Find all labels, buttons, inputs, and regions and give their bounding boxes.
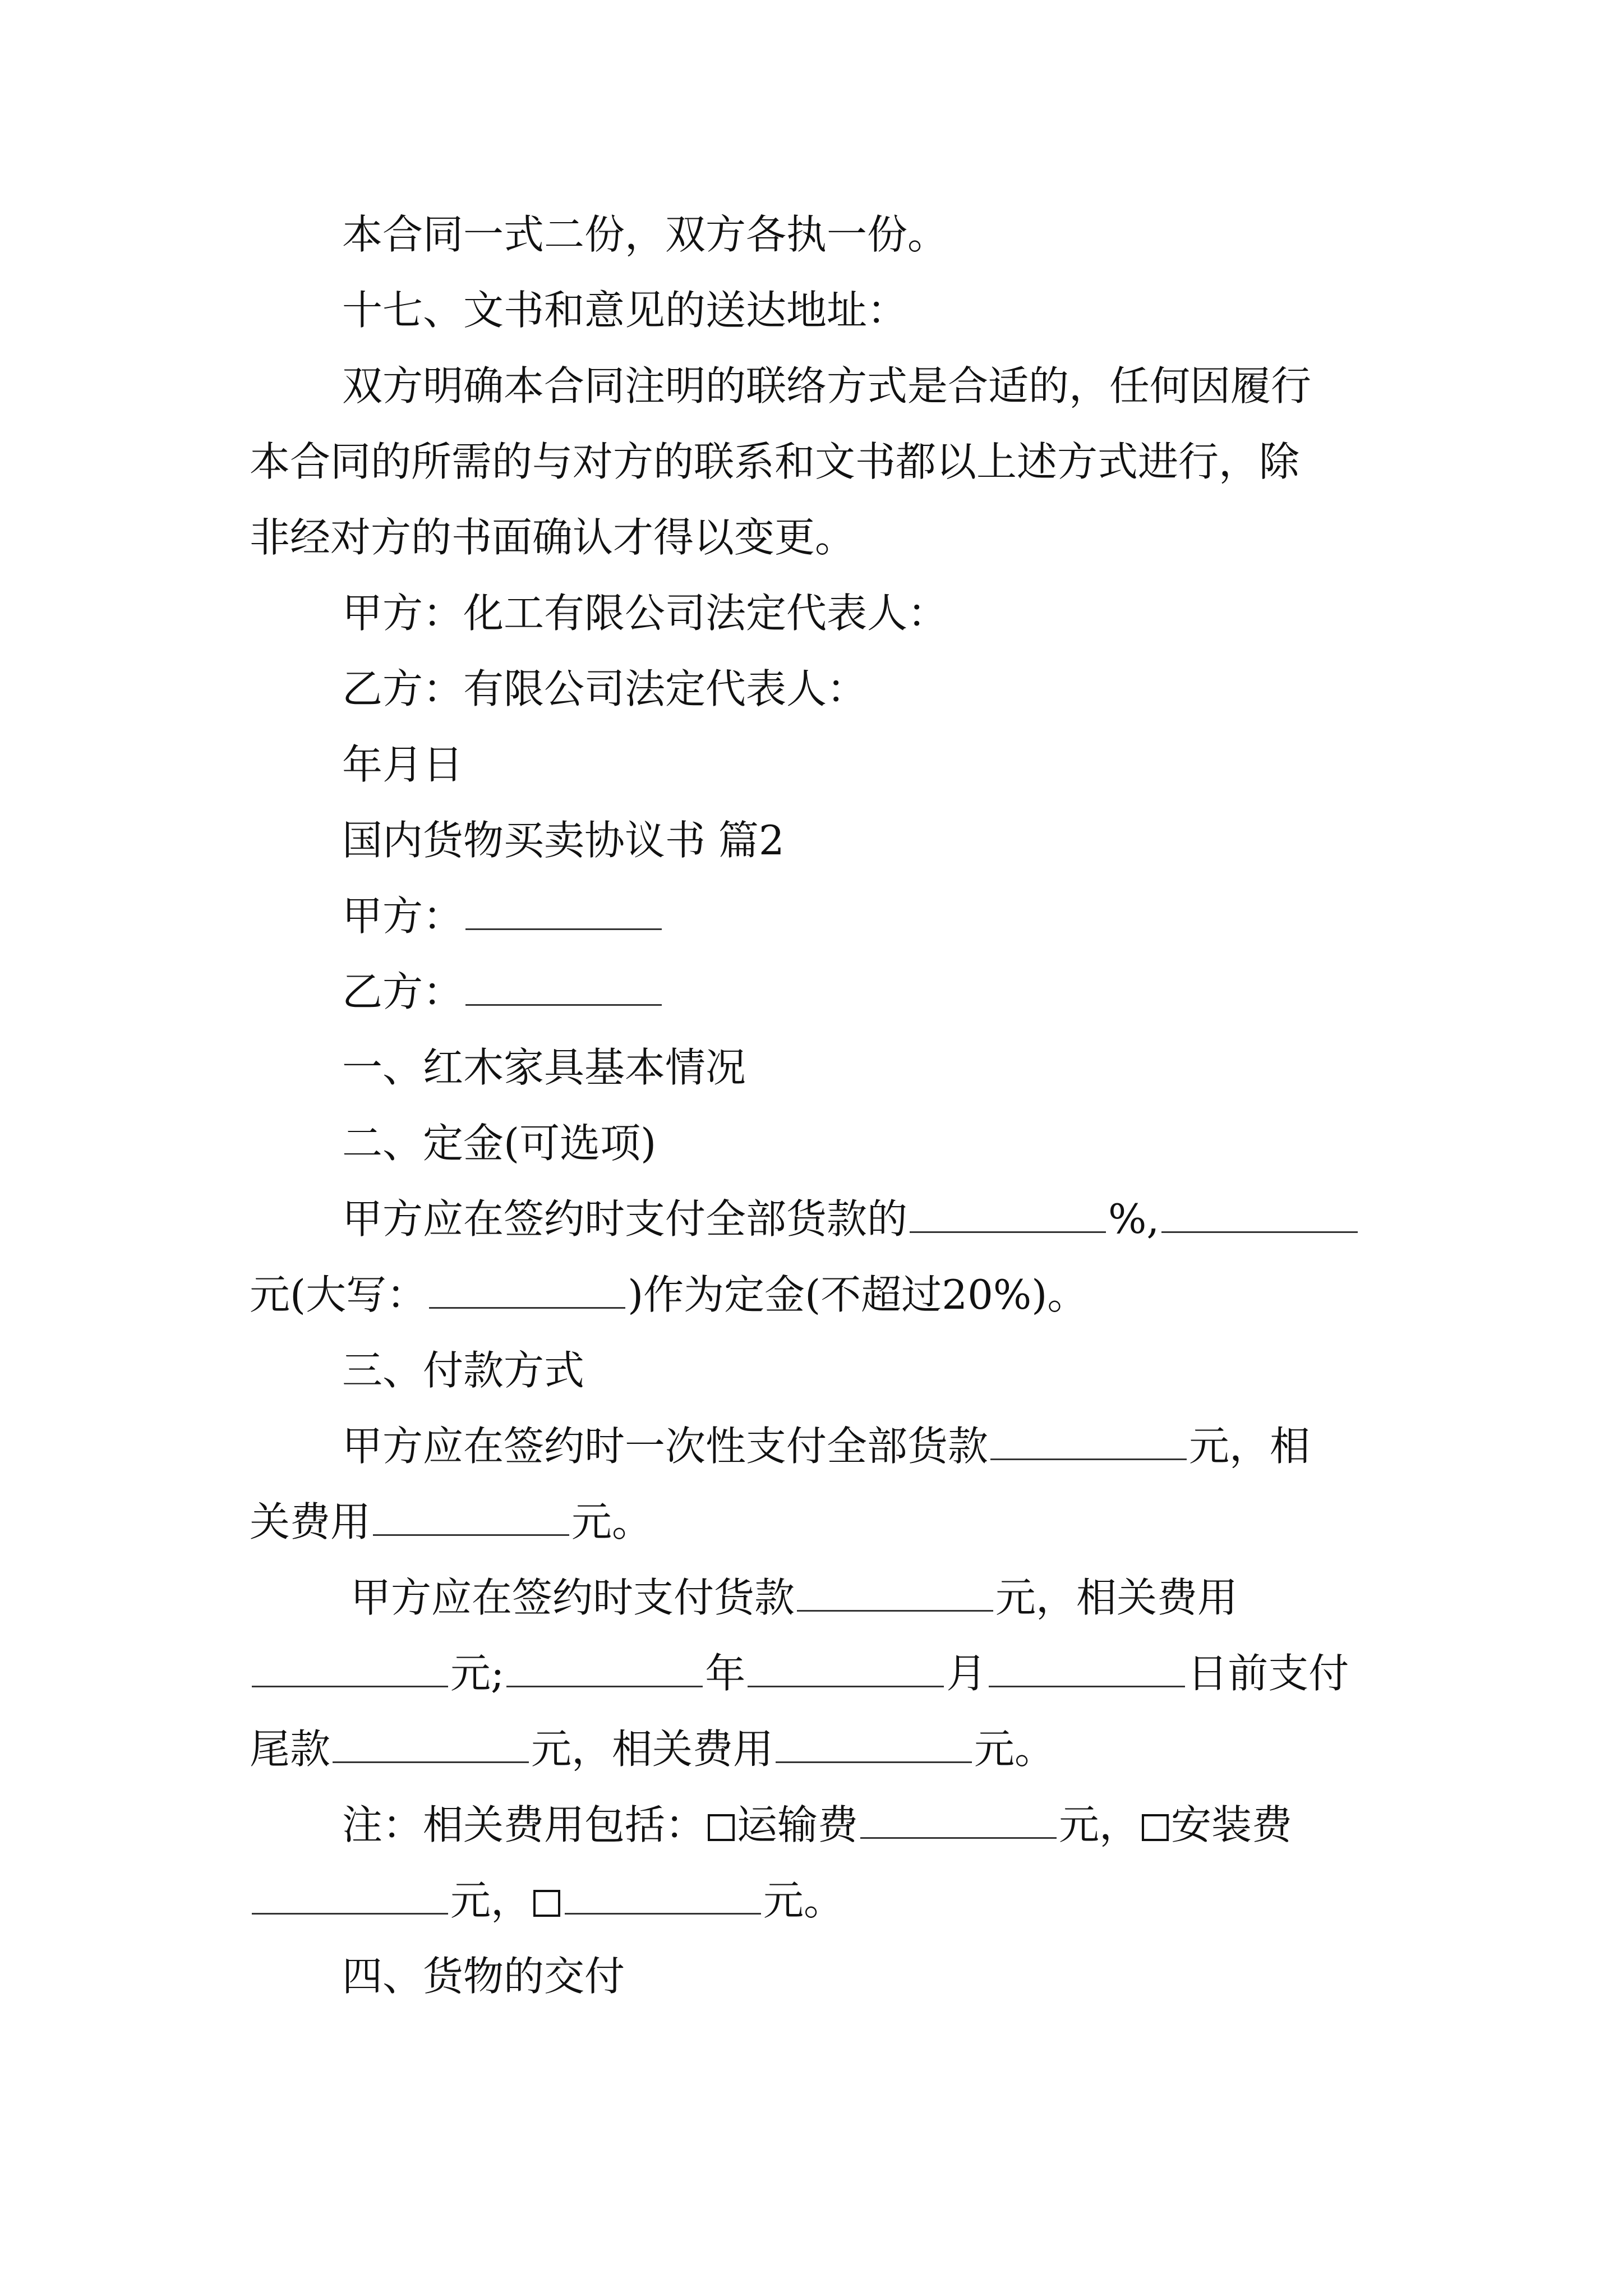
pay2-month-blank [748,1652,944,1687]
pay1-text-a: 甲方应在签约时一次性支付全部货款 [342,1423,989,1470]
pay2-year-blank [506,1652,703,1687]
pay2-text-d: 年 [705,1650,746,1697]
item-1-heading [0,1041,1623,1094]
item-2-text: 二、定金(可选项) [342,1120,657,1167]
item-3-heading [0,1343,1623,1397]
party-b-signature [0,662,1623,716]
install-fee-blank [252,1879,448,1915]
other-checkbox[interactable] [533,1890,560,1917]
item-4-heading [0,1949,1623,2003]
install-checkbox[interactable] [1142,1814,1169,1841]
deposit-tail-text: )作为定金(不超过20%)。 [628,1271,1088,1318]
pay2-text-c: 元; [450,1650,505,1697]
note-text-e: 元， [450,1877,532,1924]
pay2-text-h: 元，相关费用 [531,1726,774,1773]
deposit-line-1 [0,1192,1623,1246]
payment-2-line-2 [0,1646,1623,1700]
pay2-text-b: 元，相关费用 [995,1574,1238,1621]
party-a-field [0,889,1623,943]
transport-checkbox[interactable] [708,1814,735,1841]
party-a-blank [465,895,662,930]
party-b-field [0,965,1623,1019]
pay1-text-c: 关费用 [250,1498,371,1545]
contact-text-2: 本合同的所需的与对方的联系和文书都以上述方式进行，除 [250,438,1300,485]
paragraph-contact-line-2 [0,435,1623,489]
pay2-balance-fee-blank [776,1728,972,1763]
item-2-heading [0,1116,1623,1170]
item-3-text: 三、付款方式 [342,1347,585,1394]
pay1-fee-blank [373,1501,569,1536]
paragraph-contact-line-3 [0,510,1623,564]
party-b-label: 乙方： [342,968,464,1015]
pay2-text-f: 日前支付 [1187,1650,1349,1697]
note-text-c: 元， [1059,1801,1140,1848]
paragraph-contact-line-1 [0,359,1623,413]
party-a-signature [0,586,1623,640]
pay2-text-a: 甲方应在签约时支付货款 [351,1574,795,1621]
pay1-text-d: 元。 [571,1498,653,1545]
pay2-amount-blank [797,1576,993,1612]
contact-text-3: 非经对方的书面确认才得以变更。 [250,514,856,561]
payment-1-line-1 [0,1419,1623,1473]
item-1-text: 一、红木家具基本情况 [342,1044,746,1091]
pay2-day-blank [989,1652,1185,1687]
item-4-text: 四、货物的交付 [342,1953,625,2000]
heading-service-address [0,283,1623,337]
copies-text: 本合同一式二份，双方各执一份。 [342,211,948,258]
note-text-f: 元。 [763,1877,845,1924]
payment-1-line-2 [0,1495,1623,1549]
pay2-text-i: 元。 [974,1726,1055,1773]
deposit-capital-blank [429,1273,625,1309]
deposit-yuan-text: 元(大写： [250,1271,427,1318]
party-b-sign-text: 乙方：有限公司法定代表人： [342,665,868,712]
section-title [0,813,1623,867]
deposit-percent-blank [910,1198,1106,1233]
payment-2-line-1 [0,1571,1623,1625]
party-b-blank [465,970,662,1006]
date-text: 年月日 [342,741,464,788]
contact-text-1: 双方明确本合同注明的联络方式是合适的，任何因履行 [342,362,1312,409]
paragraph-copies [0,208,1623,261]
pay2-fee-blank [252,1652,448,1687]
note-line-1 [0,1798,1623,1852]
date-line [0,738,1623,792]
heading-text: 十七、文书和意见的送达地址： [342,287,908,334]
note-text-a: 注：相关费用包括： [342,1801,706,1848]
other-fee-blank [565,1879,761,1915]
note-text-b: 运输费 [737,1801,859,1848]
deposit-text-a: 甲方应在签约时支付全部货款的 [342,1195,908,1243]
pay2-balance-blank [333,1728,529,1763]
payment-2-line-3 [0,1722,1623,1776]
pay2-text-e: 月 [946,1650,987,1697]
pay1-text-b: 元，相 [1189,1423,1311,1470]
party-a-sign-text: 甲方：化工有限公司法定代表人： [342,590,948,637]
section-title-text: 国内货物买卖协议书 篇2 [342,817,785,864]
transport-fee-blank [860,1803,1057,1839]
deposit-amount-blank [1161,1198,1358,1233]
party-a-label: 甲方： [342,892,464,940]
deposit-line-2 [0,1268,1623,1322]
deposit-percent-text: %, [1108,1195,1160,1243]
pay1-amount-blank [990,1425,1187,1460]
note-text-d: 安装费 [1171,1801,1293,1848]
note-line-2 [0,1874,1623,1927]
pay2-text-g: 尾款 [250,1726,331,1773]
